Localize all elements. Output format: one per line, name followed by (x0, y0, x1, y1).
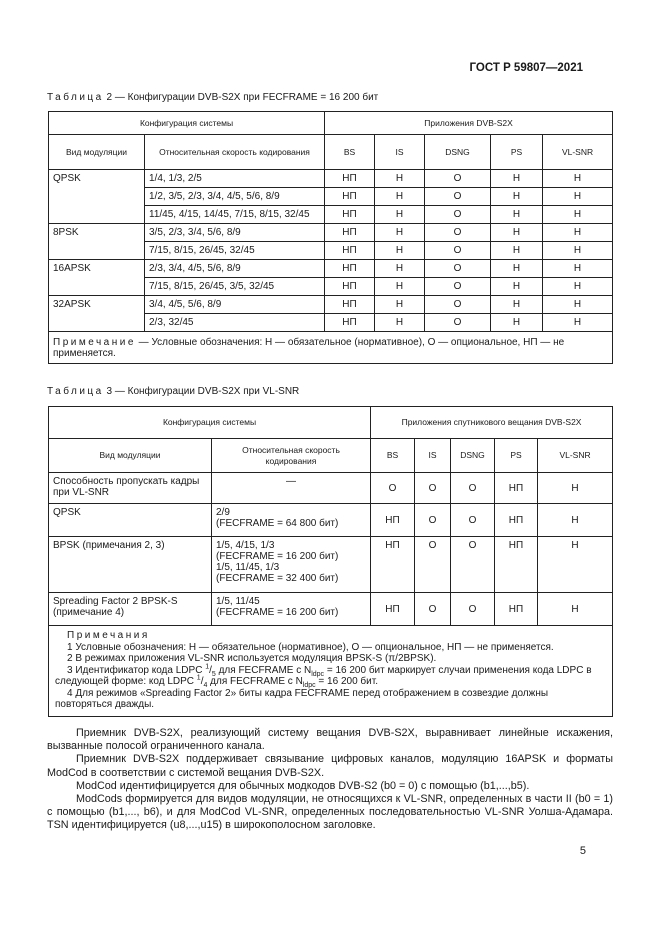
value-cell: О (371, 473, 415, 504)
table3 (48, 406, 613, 717)
modulation-cell (49, 278, 145, 296)
value-cell: Н (543, 170, 613, 188)
value-cell: Н (543, 188, 613, 206)
value-cell: НП (495, 593, 538, 626)
rate-line: 2/9 (216, 507, 230, 518)
rate-cell: 2/3, 3/4, 4/5, 5/6, 8/9 (145, 260, 325, 278)
table3-header-rate: Относительная скорость кодирования (212, 439, 371, 473)
rate-line: (FECFRAME = 16 200 бит) (216, 551, 339, 562)
rate-cell: 11/45, 4/15, 14/45, 7/15, 8/15, 32/45 (145, 206, 325, 224)
value-cell: О (451, 504, 495, 537)
body-paragraph: ModCods формируется для видов модуляции, не относящихся к VL-SNR, определенных в части II (b0 = 1) с помощью (b1,..., b6), и для ModCod VL-SNR, определенных последовательностью VL-SNR Уолша-Адамара. TSN идентифицируется (u8,...,u15) в широкополосном заголовке. (47, 793, 613, 832)
modulation-cell: 8PSK (49, 224, 145, 242)
table3-header-is: IS (415, 439, 451, 473)
modulation-cell: QPSK (49, 504, 212, 537)
rate-cell: 2/3, 32/45 (145, 314, 325, 332)
table3-header-vlsnr: VL-SNR (538, 439, 613, 473)
note3-part: = 16 200 бит маркирует случаи применения кода LDPC в следующей форме: код LDPC (55, 664, 592, 687)
table2-header-is: IS (375, 135, 425, 170)
value-cell: НП (325, 260, 375, 278)
value-cell: О (425, 314, 491, 332)
rate-line: 1/5, 11/45 (216, 596, 260, 607)
table2-header-system: Конфигурация системы (49, 112, 325, 135)
note3-fraction-den: 5 (211, 670, 216, 678)
value-cell: Н (538, 593, 613, 626)
value-cell: Н (538, 504, 613, 537)
value-cell: НП (371, 537, 415, 593)
value-cell: Н (491, 296, 543, 314)
modulation-cell: QPSK (49, 170, 145, 188)
table3-notes (49, 626, 613, 717)
value-cell: Н (491, 206, 543, 224)
value-cell: НП (325, 170, 375, 188)
value-cell: О (425, 242, 491, 260)
value-cell: Н (375, 242, 425, 260)
table3-header-system: Конфигурация системы (49, 407, 371, 439)
note3-part: 3 Идентификатор кода LDPC (67, 664, 206, 676)
value-cell: О (425, 206, 491, 224)
value-cell: О (425, 296, 491, 314)
value-cell: Н (375, 170, 425, 188)
table2-note (49, 332, 613, 364)
value-cell: Н (375, 314, 425, 332)
table-row (49, 260, 613, 278)
table-row (49, 593, 613, 626)
table2-caption-word: Таблица (47, 92, 104, 103)
value-cell: Н (491, 170, 543, 188)
rate-cell: 7/15, 8/15, 26/45, 32/45 (145, 242, 325, 260)
value-cell: НП (371, 593, 415, 626)
table2-header-modulation: Вид модуляции (49, 135, 145, 170)
rate-cell: — (212, 473, 371, 504)
value-cell: Н (375, 296, 425, 314)
rate-line: (FECFRAME = 16 200 бит) (216, 607, 339, 618)
note3-part: для FECFRAME с N (215, 664, 312, 676)
body-paragraph: ModCod идентифицируется для обычных модкодов DVB-S2 (b0 = 0) с помощью (b1,...,b5). (76, 779, 530, 792)
value-cell: Н (491, 224, 543, 242)
value-cell: НП (495, 473, 538, 504)
table-row (49, 473, 613, 504)
table2-header-ps: PS (491, 135, 543, 170)
value-cell: Н (375, 278, 425, 296)
value-cell: Н (543, 278, 613, 296)
value-cell: Н (543, 224, 613, 242)
value-cell: Н (375, 260, 425, 278)
value-cell: НП (325, 296, 375, 314)
table2-note-label: Примечание (53, 336, 136, 348)
modulation-cell: 32APSK (49, 296, 145, 314)
value-cell: О (425, 224, 491, 242)
table3-header-ps: PS (495, 439, 538, 473)
table2-caption (47, 92, 378, 103)
value-cell: Н (538, 537, 613, 593)
modulation-cell (49, 188, 145, 206)
table-row (49, 224, 613, 242)
value-cell: Н (375, 206, 425, 224)
value-cell: НП (325, 314, 375, 332)
note3-subscript: ldpc (302, 682, 316, 689)
rate-cell: 1/2, 3/5, 2/3, 3/4, 4/5, 5/6, 8/9 (145, 188, 325, 206)
rate-cell (212, 593, 371, 626)
table3-note-2: 2 В режимах приложения VL-SNR используется модуляция BPSK-S (π/2BPSK). (67, 653, 437, 664)
rate-cell: 3/4, 4/5, 5/6, 8/9 (145, 296, 325, 314)
note3-fraction-num: 1 (196, 674, 201, 682)
table-row (49, 296, 613, 314)
table2-note-text: — Условные обозначения: Н — обязательное (нормативное), О — опциональное, НП — не применяется. (53, 336, 565, 359)
note3-fraction-num: 1 (205, 663, 210, 671)
value-cell: Н (543, 206, 613, 224)
table-row (49, 242, 613, 260)
value-cell: Н (375, 224, 425, 242)
note3-part: для FECFRAME с N (207, 676, 303, 687)
table3-caption-word: Таблица (47, 386, 104, 397)
table3-note-4: 4 Для режимов «Spreading Factor 2» биты кадра FECFRAME перед отображением в созвездие должны повторяться дважды. (55, 687, 549, 710)
value-cell: НП (325, 188, 375, 206)
value-cell: Н (491, 314, 543, 332)
table-row (49, 170, 613, 188)
table2-header-rate: Относительная скорость кодирования (145, 135, 325, 170)
note3-subscript: ldpc (311, 670, 325, 678)
document-id: ГОСТ Р 59807—2021 (469, 62, 583, 74)
value-cell: НП (325, 242, 375, 260)
value-cell: Н (543, 242, 613, 260)
table2 (48, 111, 613, 364)
value-cell: Н (543, 296, 613, 314)
table-row (49, 314, 613, 332)
value-cell: О (425, 170, 491, 188)
table3-header-dsng: DSNG (451, 439, 495, 473)
value-cell: Н (491, 188, 543, 206)
value-cell: О (425, 188, 491, 206)
value-cell: О (451, 473, 495, 504)
value-cell: НП (495, 504, 538, 537)
rate-cell: 1/4, 1/3, 2/5 (145, 170, 325, 188)
rate-line: (FECFRAME = 32 400 бит) (216, 573, 339, 584)
value-cell: НП (325, 224, 375, 242)
modulation-cell: Spreading Factor 2 BPSK-S (примечание 4) (49, 593, 212, 626)
body-paragraph: Приемник DVB-S2X, реализующий систему вещания DVB-S2X, выравнивает линейные искажения, вызванные полосой ограниченного канала. (47, 727, 613, 753)
value-cell: О (451, 593, 495, 626)
body-paragraph: Приемник DVB-S2X поддерживает связывание цифровых каналов, модуляцию 16APSK и форматы ModCod в соответствии с системой вещания DVB-S2X. (47, 753, 613, 779)
rate-line: (FECFRAME = 64 800 бит) (216, 518, 339, 529)
value-cell: НП (325, 278, 375, 296)
table3-notes-title: Примечания (67, 630, 150, 641)
table2-header-bs: BS (325, 135, 375, 170)
modulation-cell (49, 314, 145, 332)
value-cell: О (425, 260, 491, 278)
table3-caption-text: 3 — Конфигурации DVB-S2X при VL-SNR (106, 386, 300, 397)
table3-header-bs: BS (371, 439, 415, 473)
modulation-cell (49, 242, 145, 260)
value-cell: О (451, 537, 495, 593)
rate-cell: 7/15, 8/15, 26/45, 3/5, 32/45 (145, 278, 325, 296)
modulation-cell: 16APSK (49, 260, 145, 278)
modulation-cell: Способность пропускать кадры при VL-SNR (49, 473, 212, 504)
note3-part: = 16 200 бит. (315, 676, 378, 687)
table-row (49, 504, 613, 537)
value-cell: Н (538, 473, 613, 504)
value-cell: Н (543, 314, 613, 332)
rate-line: 1/5, 4/15, 1/3 (216, 540, 275, 551)
value-cell: Н (375, 188, 425, 206)
value-cell: НП (371, 504, 415, 537)
body-text (47, 727, 613, 833)
page-number: 5 (579, 845, 586, 857)
table3-header-apps: Приложения спутникового вещания DVB-S2X (371, 407, 613, 439)
table2-header-apps: Приложения DVB-S2X (325, 112, 613, 135)
value-cell: О (415, 593, 451, 626)
table3-note-1: 1 Условные обозначения: Н — обязательное (нормативное), О — опциональное, НП — не применяется. (67, 641, 554, 653)
note3-fraction-den: 4 (203, 682, 208, 689)
table3-note-3: 3 Идентификатор кода LDPC $^1/_5$ для FECFRAME с $N_{ldpc} = 16$ 200 бит маркирует случаи применения кода LDPC в следующей форме: код LDPC $^1/_4$ для FECFRAME с $N_{ldpc} = 16$ 200 бит. (55, 663, 592, 689)
value-cell: НП (325, 206, 375, 224)
rate-line: 1/5, 11/45, 1/3 (216, 562, 280, 573)
rate-cell (212, 537, 371, 593)
modulation-cell: BPSK (примечания 2, 3) (49, 537, 212, 593)
value-cell: О (415, 473, 451, 504)
value-cell: О (415, 537, 451, 593)
table3-header-modulation: Вид модуляции (49, 439, 212, 473)
modulation-cell (49, 206, 145, 224)
value-cell: Н (491, 278, 543, 296)
value-cell: О (415, 504, 451, 537)
value-cell: Н (543, 260, 613, 278)
table-row (49, 537, 613, 593)
table2-caption-text: 2 — Конфигурации DVB-S2X при FECFRAME = 16 200 бит (106, 92, 379, 103)
table-row (49, 188, 613, 206)
value-cell: Н (491, 260, 543, 278)
table-row (49, 278, 613, 296)
table3-caption (47, 386, 299, 397)
table2-header-dsng: DSNG (425, 135, 491, 170)
value-cell: НП (495, 537, 538, 593)
value-cell: О (425, 278, 491, 296)
table2-header-vlsnr: VL-SNR (543, 135, 613, 170)
value-cell: Н (491, 242, 543, 260)
rate-cell: 3/5, 2/3, 3/4, 5/6, 8/9 (145, 224, 325, 242)
rate-cell (212, 504, 371, 537)
table-row (49, 206, 613, 224)
